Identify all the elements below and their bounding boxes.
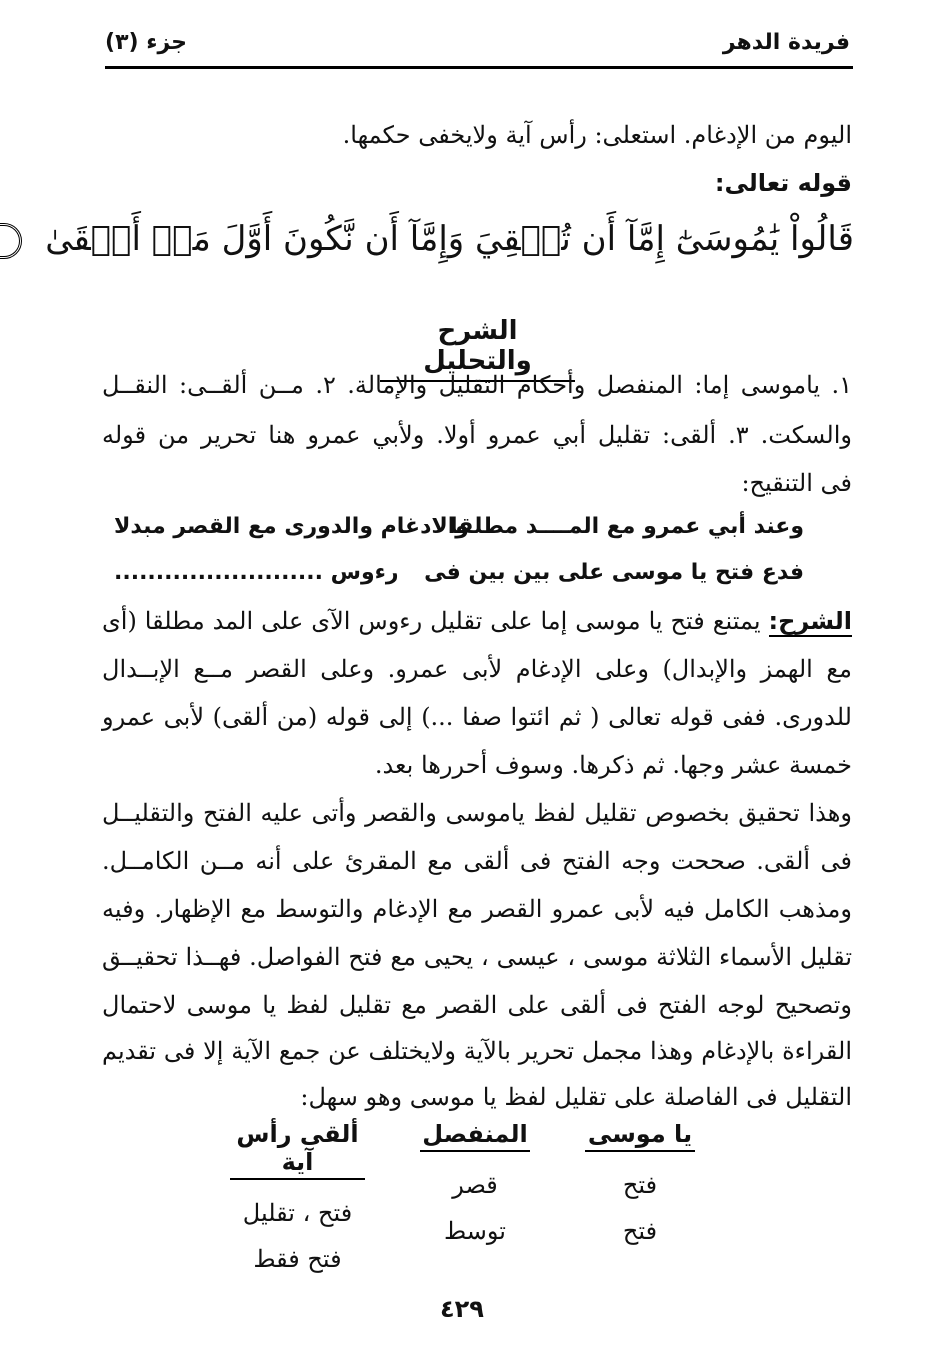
paragraph-line: ومذهب الكامل فيه لأبى عمرو القصر مع الإدغام والتوسط مع الإظهار. وفيه — [102, 895, 852, 923]
table-cell: توسط — [444, 1217, 506, 1245]
poem-hemistich-left: والادغام والدورى مع القصر مبدلا — [114, 514, 469, 539]
table-cell: فتح — [622, 1171, 658, 1199]
table-column — [585, 1120, 695, 1254]
sharh-line: للدورى. ففى قوله تعالى ( ثم ائتوا صفا ...) إلى قوله (من ألقى) لأبى عمرو — [102, 703, 852, 731]
paragraph-line: وتصحيح لوجه الفتح فى ألقى على القصر مع تقليل لفظ يا موسى لاحتمال — [102, 991, 852, 1019]
sharh-line — [102, 604, 852, 638]
table-cell: فتح ، تقليل — [242, 1199, 353, 1227]
ayah-number-mark — [0, 223, 22, 259]
poem-line — [114, 560, 804, 594]
table-header: ألقى رأس آية — [230, 1120, 365, 1180]
poem-line — [114, 514, 804, 548]
quran-verse — [45, 219, 854, 259]
sharh-label: الشرح: — [768, 607, 852, 635]
table-cell: فتح فقط — [253, 1245, 342, 1273]
intro-line: اليوم من الإدغام. استعلى: رأس آية ولايخفى حكمها. — [342, 121, 852, 149]
table-column — [420, 1120, 530, 1254]
paragraph-line: القراءة بالإدغام وهذا مجمل تحرير بالآية ولايختلف عن جمع الآية إلا فى تقديم — [102, 1037, 852, 1065]
sharh-line: خمسة عشر وجها. ثم ذكرها. وسوف أحررها بعد. — [374, 751, 852, 779]
table-column — [230, 1120, 365, 1282]
paragraph-line: تقليل الأسماء الثلاثة موسى ، عيسى ، يحيى مع فتح الفواصل. فهــذا تحقيــق — [102, 943, 852, 971]
book-title: فريدة الدهر — [722, 30, 850, 55]
part-label: جزء (٣) — [105, 30, 188, 55]
paragraph-line: فى التنقيح: — [741, 469, 852, 497]
sharh-text: يمتنع فتح يا موسى إما على تقليل رءوس الآى على المد مطلقا (أى — [102, 607, 761, 635]
paragraph-line: فى ألقى. صححت وجه الفتح فى ألقى مع المقرئ على أنه مــن الكامــل. — [102, 847, 852, 875]
paragraph-line: وهذا تحقيق بخصوص تقليل لفظ ياموسى والقصر وأتى عليه الفتح والتقليــل — [102, 799, 852, 827]
table-header: يا موسى — [585, 1120, 695, 1152]
table-cell: قصر — [452, 1171, 498, 1199]
header-rule — [105, 66, 853, 69]
section-title: الشرح والتحليل — [380, 316, 575, 382]
table-header: المنفصل — [420, 1120, 530, 1152]
table-cell: فتح — [622, 1217, 658, 1245]
paragraph-line: التقليل فى الفاصلة على تقليل لفظ يا موسى وهو سهل: — [300, 1083, 852, 1111]
page-number: ٤٢٩ — [440, 1295, 484, 1323]
poem-hemistich-right: فدع فتح يا موسى على بين بين فى — [424, 560, 804, 585]
sharh-line: مع الهمز والإبدال) وعلى الإدغام لأبى عمرو. وعلى القصر مــع الإبــدال — [102, 655, 852, 683]
poem-hemistich-left: رءوس ......................... — [114, 560, 399, 585]
paragraph-line: ١. ياموسى إما: المنفصل وأحكام التقليل والإمالة. ٢. مــن ألقــى: النقــل — [102, 371, 853, 399]
verse-text: قَالُواْ يَٰمُوسَىٰٓ إِمَّآ أَن تُلۡقِيَ وَإِمَّآ أَن نَّكُونَ أَوَّلَ مَنۡ أَلۡقَىٰ — [45, 219, 854, 259]
paragraph-line: والسكت. ٣. ألقى: تقليل أبي عمرو أولا. ولأبي عمرو هنا تحرير من قوله — [102, 421, 853, 449]
intro-heading: قوله تعالى: — [714, 169, 852, 197]
page-header — [105, 30, 850, 64]
poem-hemistich-right: وعند أبي عمرو مع المــــد مطلقا — [450, 514, 804, 539]
